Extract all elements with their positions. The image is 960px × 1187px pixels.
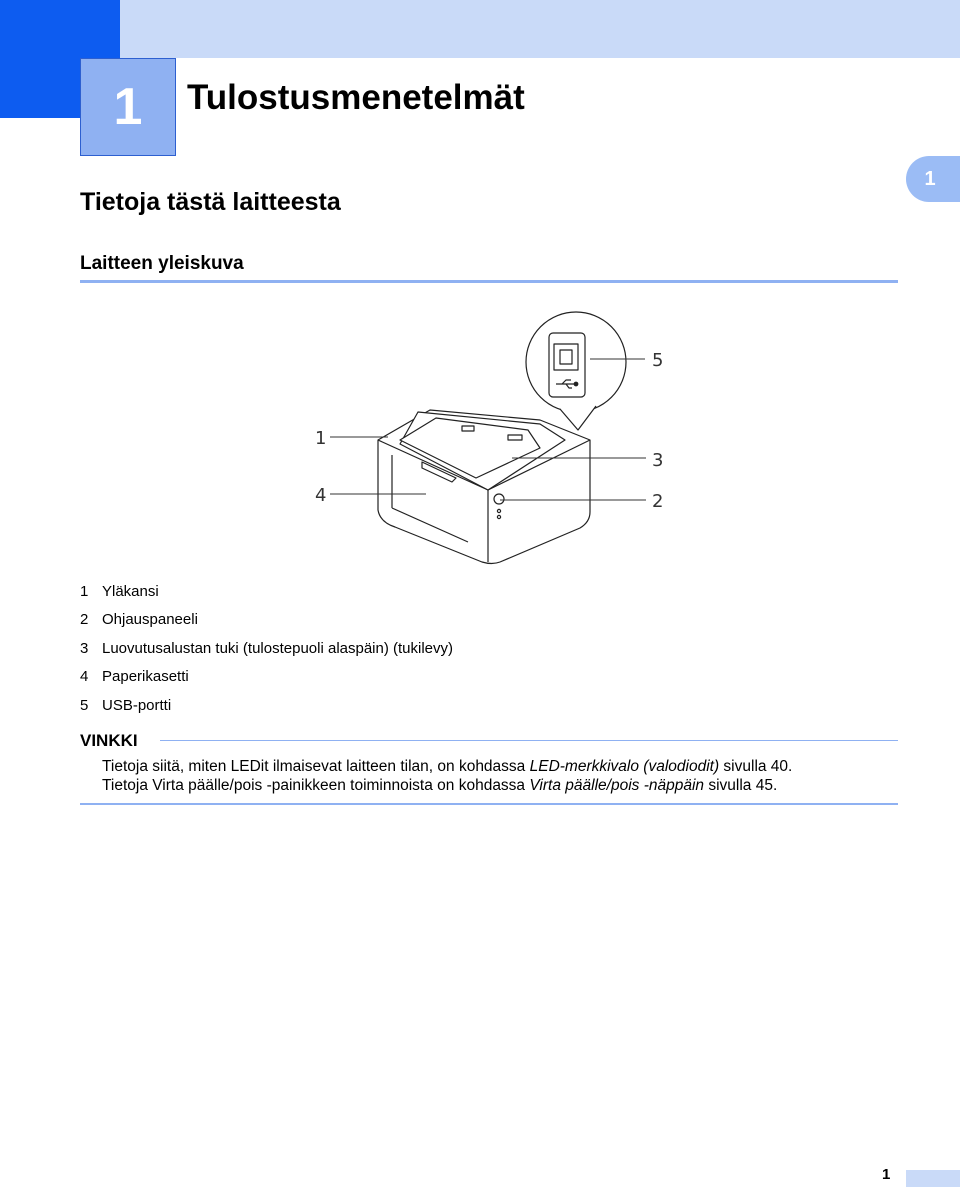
item-number: 1 bbox=[80, 583, 89, 600]
chapter-number: 1 bbox=[113, 78, 143, 136]
note-text-segment: sivulla 45. bbox=[704, 777, 778, 794]
note-body bbox=[102, 757, 792, 795]
item-label: Luovutusalustan tuki (tulostepuoli alaspäin) (tukilevy) bbox=[102, 639, 454, 657]
callout-5: 5 bbox=[652, 350, 664, 371]
note-bottom-divider bbox=[80, 803, 898, 805]
note-link-led[interactable]: LED-merkkivalo (valodiodit) bbox=[529, 758, 720, 775]
subsection-title: Laitteen yleiskuva bbox=[80, 253, 244, 274]
page-number: 1 bbox=[882, 1166, 891, 1183]
section-divider bbox=[80, 280, 898, 283]
section-title: Tietoja tästä laitteesta bbox=[80, 188, 341, 216]
list-item bbox=[80, 611, 453, 639]
item-number: 2 bbox=[80, 611, 89, 629]
printer-illustration bbox=[300, 305, 680, 570]
note-title: VINKKI bbox=[80, 731, 138, 750]
item-label: Ohjauspaneeli bbox=[102, 611, 198, 629]
callout-2: 2 bbox=[652, 491, 664, 512]
chapter-number-box bbox=[80, 58, 176, 156]
item-label: Yläkansi bbox=[102, 583, 159, 600]
callout-4: 4 bbox=[315, 485, 327, 506]
side-tab-number: 1 bbox=[924, 167, 936, 190]
item-number: 4 bbox=[80, 668, 89, 686]
callout-3: 3 bbox=[652, 450, 664, 471]
item-number: 3 bbox=[80, 639, 89, 657]
list-item bbox=[80, 640, 453, 668]
item-label: Paperikasetti bbox=[102, 668, 189, 686]
chapter-side-tab bbox=[906, 156, 960, 202]
note-text-segment: Tietoja siitä, miten LEDit ilmaisevat laitteen tilan, on kohdassa bbox=[102, 758, 530, 775]
zoom-pointer bbox=[560, 406, 596, 430]
parts-list bbox=[80, 583, 453, 725]
item-label: USB-portti bbox=[102, 696, 172, 714]
note-line bbox=[102, 757, 792, 776]
note-line bbox=[102, 776, 792, 795]
note-divider bbox=[160, 740, 898, 741]
header-band bbox=[0, 0, 960, 58]
list-item bbox=[80, 668, 453, 696]
page-footer-tab bbox=[906, 1170, 960, 1187]
list-item bbox=[80, 583, 453, 611]
note-text-segment: sivulla 40. bbox=[719, 758, 793, 775]
callout-1: 1 bbox=[315, 428, 327, 449]
note-text-segment: Tietoja Virta päälle/pois -painikkeen toiminnoista on kohdassa bbox=[102, 777, 530, 794]
note-link-power-button[interactable]: Virta päälle/pois -näppäin bbox=[529, 777, 705, 794]
item-number: 5 bbox=[80, 696, 89, 714]
chapter-title: Tulostusmenetelmät bbox=[187, 78, 525, 117]
list-item bbox=[80, 697, 453, 725]
